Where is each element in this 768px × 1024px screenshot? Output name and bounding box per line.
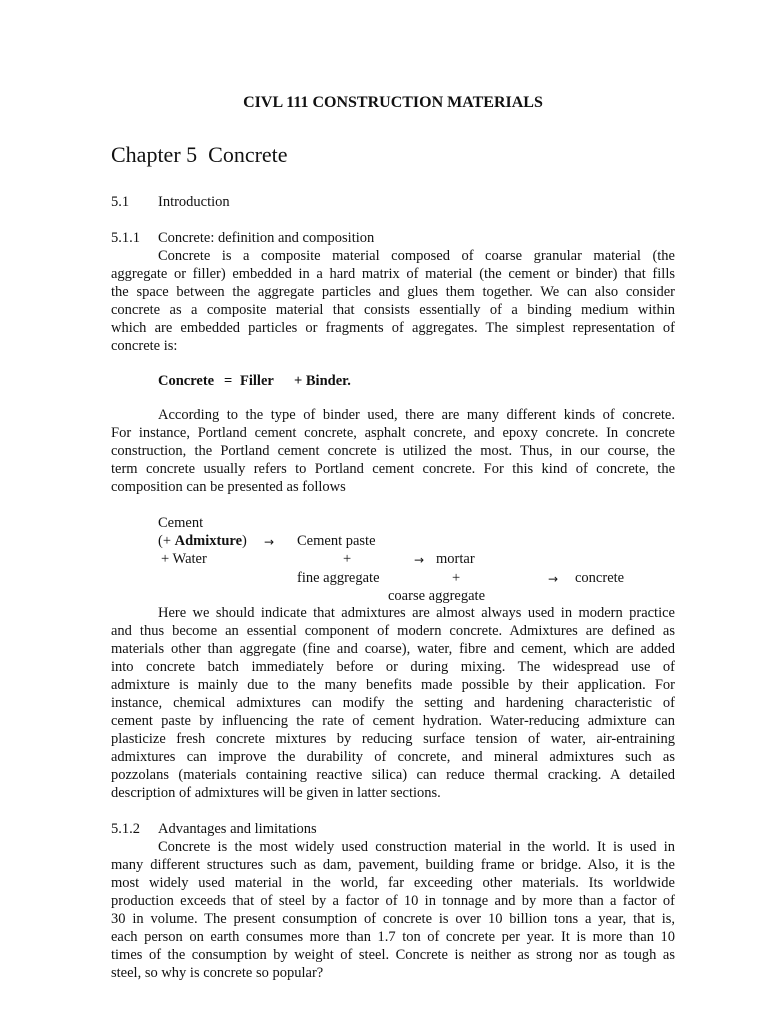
section-number: 5.1.1 (111, 230, 140, 246)
paragraph-line: According to the type of binder used, there are many different kinds of concrete. (158, 407, 675, 423)
composition-cement: Cement (158, 515, 204, 531)
composition-cement-paste: Cement paste (297, 533, 376, 549)
composition-admixture-line: (+ Admixture) (158, 533, 247, 549)
paragraph-line: each person on earth consumes more than 1.7 ton of concrete per year. It is more than 10 (111, 929, 675, 945)
paragraph-line: the space between the aggregate particles and glues them together. We can also consider (111, 284, 675, 300)
section-heading-5-1-2 (111, 820, 317, 838)
section-heading-5-1 (111, 193, 230, 211)
paragraph-line: concrete as a composite material that consists essentially of a binding medium within (111, 302, 675, 318)
paragraph-line: admixtures can improve the durability of concrete, and mineral admixtures such as (111, 749, 675, 765)
arrow-icon: → (414, 553, 425, 567)
composition-coarse-aggregate: coarse aggregate (388, 588, 486, 604)
paragraph-line: composition can be presented as follows (111, 479, 346, 495)
paragraph-line: which are embedded particles or fragments of aggregates. The simplest representation of (111, 320, 675, 336)
paragraph-line: instance, chemical admixtures can modify the setting and hardening characteristic of (111, 695, 675, 711)
composition-water: + Water (161, 551, 207, 567)
section-number: 5.1 (111, 194, 130, 210)
paragraph-line: times of the consumption by weight of steel. Concrete is neither as strong nor as tough as (111, 947, 675, 963)
arrow-icon: → (264, 535, 275, 549)
composition-plus: + (452, 570, 461, 586)
paragraph-line: steel, so why is concrete so popular? (111, 965, 324, 981)
section-number: 5.1.2 (111, 821, 140, 837)
paragraph-line: production exceeds that of steel by a factor of 10 in tonnage and by more than a factor of (111, 893, 675, 909)
paragraph-line: admixture is mainly due to the many benefits made possible by their application. For (111, 677, 675, 693)
paragraph-binder-types (111, 406, 675, 496)
paragraph-line: materials other than aggregate (fine and coarse), water, fibre and cement, which are added (111, 641, 675, 657)
composition-mortar: mortar (436, 551, 475, 567)
paragraph-line: concrete is: (111, 338, 178, 354)
formula-filler: Filler (240, 373, 274, 389)
paragraph-line: many different structures such as dam, pavement, building frame or bridge. Also, it is the (111, 857, 675, 873)
section-title: Introduction (158, 194, 230, 210)
paragraph-line: description of admixtures will be given in latter sections. (111, 785, 441, 801)
paragraph-line: aggregate or filler) embedded in a hard matrix of material (the cement or binder) that fills (111, 266, 675, 282)
section-title: Advantages and limitations (158, 821, 317, 837)
paragraph-line: term concrete usually refers to Portland cement concrete. For this kind of concrete, the (111, 461, 675, 477)
composition-concrete: concrete (575, 570, 625, 586)
paragraph-line: 30 in volume. The present consumption of concrete is over 10 billion tons a year, that is, (111, 911, 675, 927)
paragraph-line: most widely used material in the world, far exceeding other materials. Its worldwide (111, 875, 675, 891)
section-heading-5-1-1 (111, 229, 374, 247)
paragraph-line: pozzolans (materials containing reactive silica) can reduce thermal cracking. A detailed (111, 767, 675, 783)
paragraph-advantages (111, 838, 675, 982)
composition-admixture: Admixture (174, 533, 243, 549)
section-title: Concrete: definition and composition (158, 230, 375, 246)
paragraph-admixtures (111, 604, 675, 802)
paragraph-definition (111, 247, 675, 355)
formula-binder: + Binder. (294, 373, 351, 389)
paragraph-line: cement paste by influencing the rate of cement hydration. Water-reducing admixture can (111, 713, 675, 729)
composition-plus: + (343, 551, 352, 567)
arrow-icon: → (548, 572, 559, 586)
paragraph-line: construction, the Portland cement concrete is utilized the most. Thus, in our course, the (111, 443, 675, 459)
paragraph-line: Concrete is the most widely used construction material in the world. It is used in (158, 839, 675, 855)
formula-concrete: Concrete (158, 373, 215, 389)
paragraph-line: into concrete batch immediately before or during mixing. The widespread use of (111, 659, 675, 675)
paragraph-line: Here we should indicate that admixtures are almost always used in modern practice (158, 605, 675, 621)
formula-equals: = (224, 373, 233, 389)
paragraph-line: and thus become an essential component of modern concrete. Admixtures are defined as (111, 623, 675, 639)
paragraph-line: plasticize fresh concrete mixtures by reducing surface tension of water, air-entraining (111, 731, 675, 747)
paragraph-line: Concrete is a composite material composed of coarse granular material (the (158, 248, 675, 264)
composition-fine-aggregate: fine aggregate (297, 570, 380, 586)
chapter-title: Chapter 5 Concrete (111, 142, 288, 167)
paragraph-line: For instance, Portland cement concrete, asphalt concrete, and epoxy concrete. In concrete (111, 425, 675, 441)
course-title: CIVL 111 CONSTRUCTION MATERIALS (243, 94, 543, 111)
